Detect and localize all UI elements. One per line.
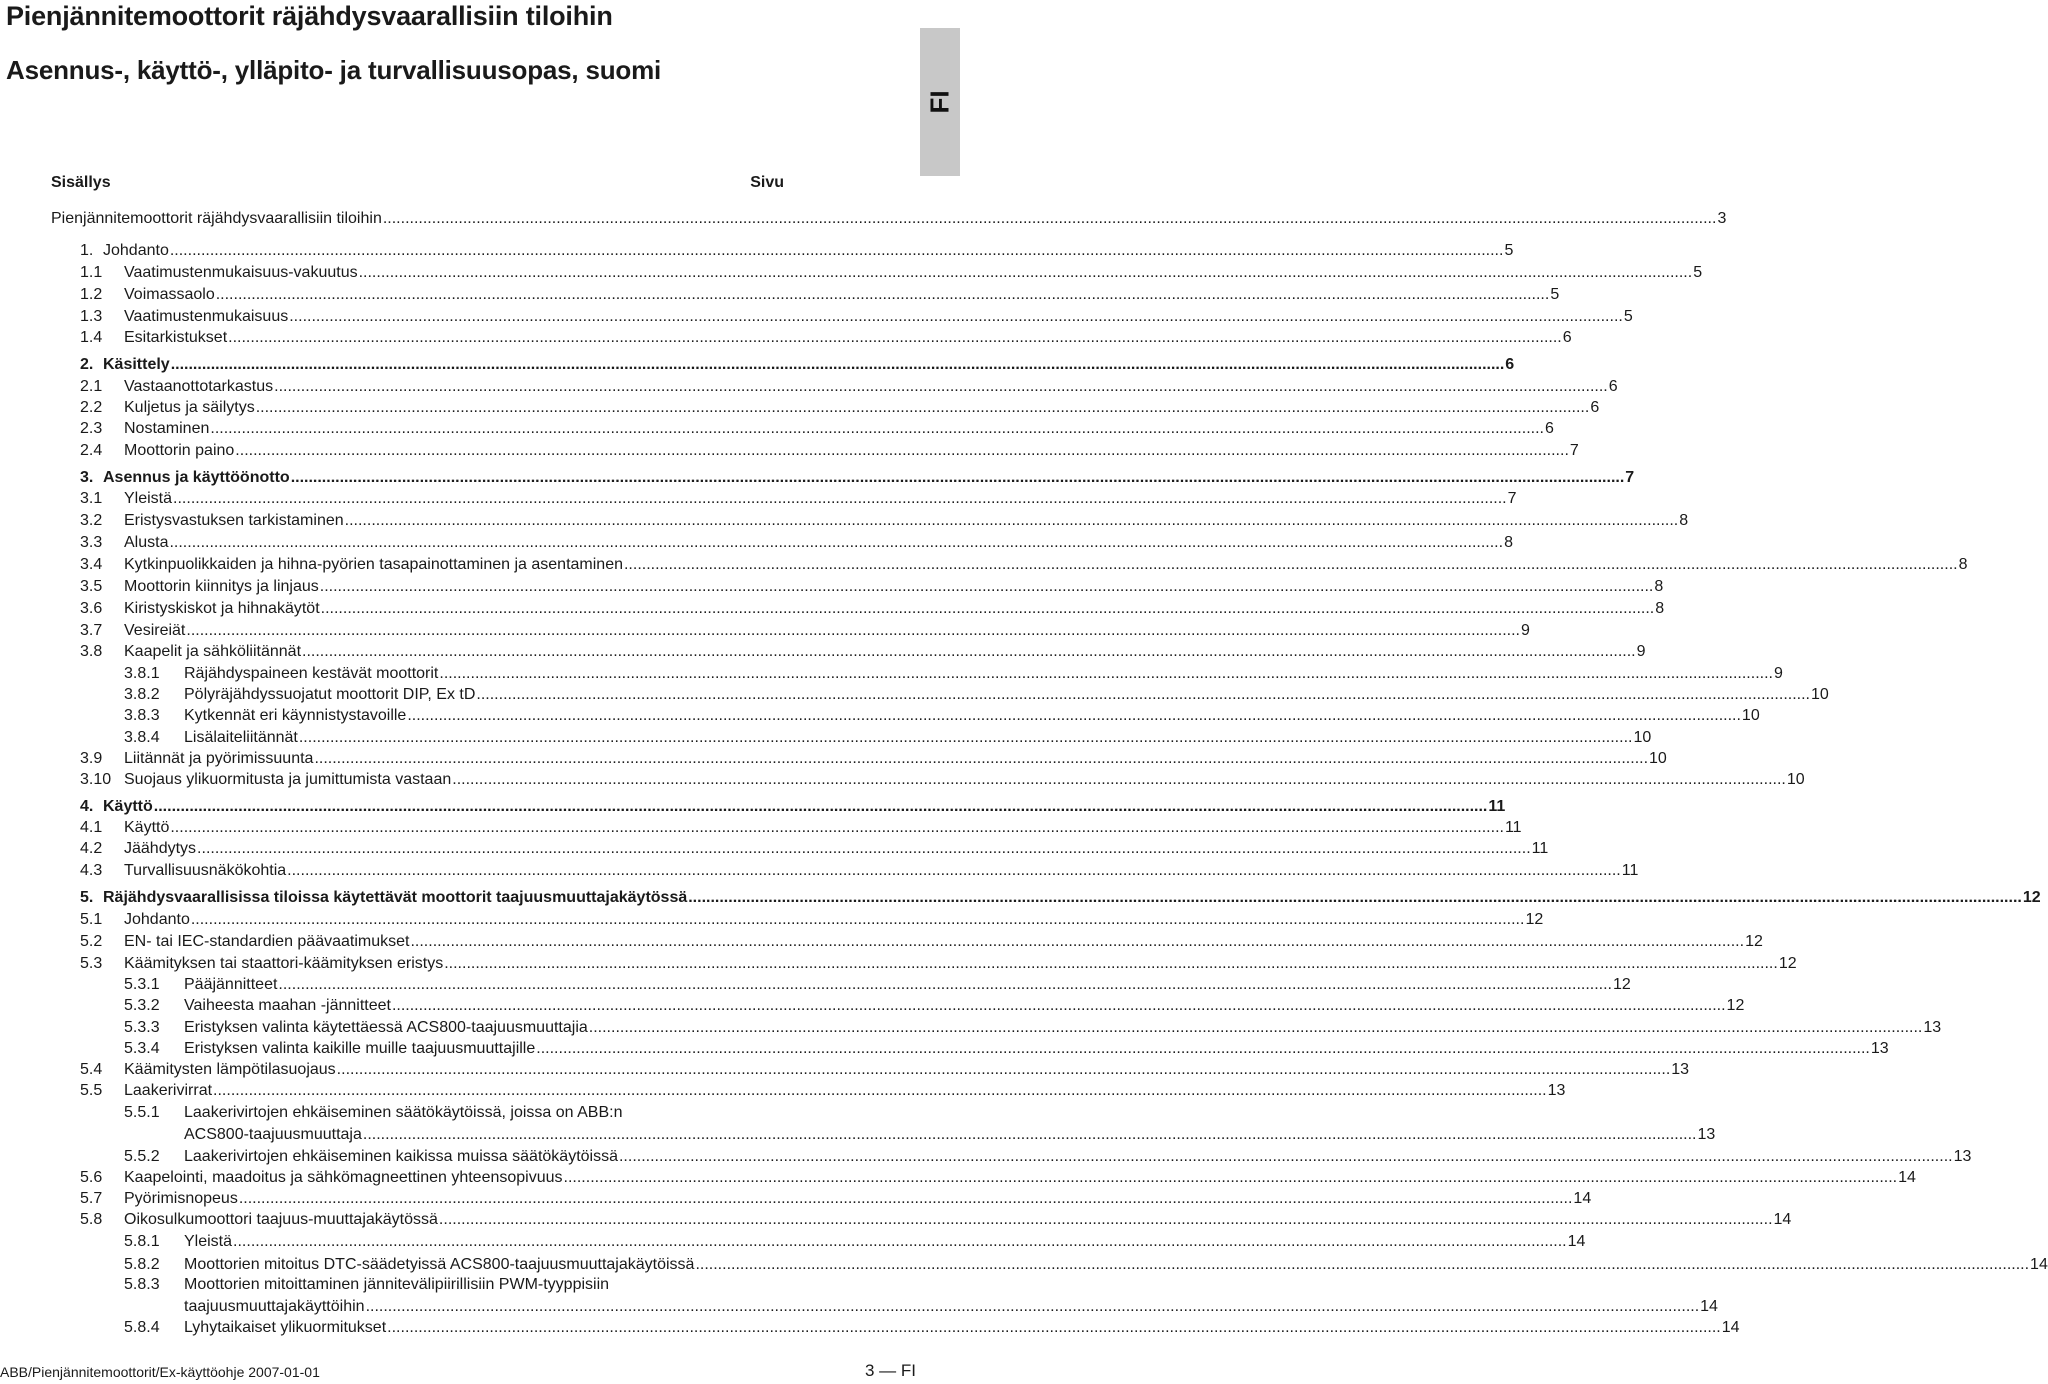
toc-entry-page: 13 [1697,1126,1716,1143]
toc-entry-title: Pyörimisnopeus [124,1190,238,1207]
toc-entry-page: 11 [1488,798,1506,815]
toc-entry-page: 10 [1741,707,1760,724]
dot-leader: ............................................................................................................................................................................................................................................................................................................ [391,997,1726,1014]
toc-entry-number: 3.2 [80,512,103,529]
toc-entry-title: Johdanto [103,242,169,259]
toc-entry-number: 5.2 [80,933,103,950]
toc-entry-number: 1.1 [80,264,103,281]
toc-entry-number: 5.8.3 [124,1276,160,1293]
toc-entry[interactable] [51,1146,1972,1167]
toc-entry-page: 14 [1567,1233,1586,1250]
toc-entry-page: 12 [1745,933,1763,950]
dot-leader: ............................................................................................................................................................................................................................................................................................................ [235,442,1569,459]
dot-leader: ............................................................................................................................................................................................................................................................................................................ [476,686,1810,703]
toc-entry-page: 8 [1679,512,1689,529]
toc-entry-page: 6 [1608,378,1618,395]
toc-entry[interactable] [51,1254,2048,1275]
toc-entry-page: 13 [1923,1019,1942,1036]
toc-entry-page: 13 [1547,1082,1566,1099]
toc-entry-number: 5.4 [80,1061,103,1078]
toc-entry-number: 1.3 [80,308,103,325]
document-title: Pienjännitemoottorit räjähdysvaarallisiin tiloihin [6,1,613,31]
toc-entry-page: 13 [1953,1148,1972,1165]
toc-entry-page: 6 [1590,399,1600,416]
toc-entry[interactable] [51,532,1513,553]
toc-entry-title: Yleistä [124,490,173,507]
toc-entry-title: Vaatimustenmukaisuus [124,308,289,325]
toc-entry-number: 5.5.2 [124,1148,160,1165]
toc-entry-number: 4.3 [80,862,103,879]
toc-entry-title: Moottorin paino [124,442,235,459]
dot-leader: ............................................................................................................................................................................................................................................................................................................ [444,955,1778,972]
toc-entry-number: 5.3.2 [124,997,160,1014]
dot-leader: ............................................................................................................................................................................................................................................................................................................ [290,469,1625,486]
toc-entry-page: 12 [1525,911,1544,928]
toc-entry-number: 1. [80,242,94,259]
toc-entry-title: Eristyksen valinta kaikille muille taajuusmuuttajille [184,1040,536,1057]
toc-entry-title: Pölyräjähdyssuojatut moottorit DIP, Ex tD [184,686,476,703]
toc-entry[interactable] [51,817,1522,838]
dot-leader: ............................................................................................................................................................................................................................................................................................................ [623,556,1958,573]
dot-leader: ............................................................................................................................................................................................................................................................................................................ [170,819,1504,836]
toc-entry-number: 5.5.1 [124,1104,160,1121]
toc-entry-title: Suojaus ylikuormitusta ja jumittumista vastaan [124,771,452,788]
toc-entry[interactable] [51,931,1763,952]
toc-entry-number: 3.6 [80,600,103,617]
toc-entry-number: 2.1 [80,378,103,395]
toc-entry[interactable] [51,748,1667,769]
toc-entry[interactable] [51,727,1652,748]
toc-entry-title: Käyttö [103,798,153,815]
toc-entry[interactable] [51,663,1783,684]
toc-entry-number: 3.5 [80,578,103,595]
toc-entry-number: 2.4 [80,442,103,459]
toc-entry[interactable] [51,953,1797,974]
toc-entry[interactable] [51,1231,1586,1252]
dot-leader: ............................................................................................................................................................................................................................................................................................................ [287,862,1621,879]
toc-entry-page: 13 [1671,1061,1690,1078]
toc-entry-number: 1.2 [80,286,103,303]
toc-entry-page: 12 [1613,976,1631,993]
dot-leader: ............................................................................................................................................................................................................................................................................................................ [274,378,1608,395]
toc-entry-page: 8 [1654,578,1664,595]
toc-entry-page: 14 [1573,1190,1592,1207]
dot-leader: ............................................................................................................................................................................................................................................................................................................ [228,329,1562,346]
toc-entry-number: 3.8.4 [124,729,160,746]
toc-entry[interactable] [51,705,1760,726]
toc-entry-title: Alusta [124,534,169,551]
dot-leader: ............................................................................................................................................................................................................................................................................................................ [438,1211,1773,1228]
toc-entry-page: 6 [1505,356,1515,373]
toc-entry-number: 2.2 [80,399,103,416]
toc-entry-page: 8 [1504,534,1513,551]
toc-entry-title: Vastaanottotarkastus [124,378,274,395]
toc-entry-title: Kaapelointi, maadoitus ja sähkömagneettinen yhteensopivuus [124,1169,563,1186]
toc-entry[interactable] [51,684,1829,705]
toc-entry-title: Johdanto [124,911,190,928]
toc-entry-title: Liitännät ja pyörimissuunta [124,750,314,767]
dot-leader: ............................................................................................................................................................................................................................................................................................................ [588,1019,1923,1036]
toc-entry-page: 7 [1569,442,1579,459]
toc-entry-page: 10 [1633,729,1652,746]
toc-entry[interactable] [51,887,2041,908]
dot-leader: ............................................................................................................................................................................................................................................................................................................ [314,750,1649,767]
document-subtitle: Asennus-, käyttö-, ylläpito- ja turvallisuusopas, suomi [6,55,662,85]
toc-entry[interactable] [51,1209,1792,1230]
toc-entry-title: Vaatimustenmukaisuus-vakuutus [124,264,358,281]
toc-entry-page: 5 [1504,242,1514,259]
toc-entry-page: 14 [1898,1169,1916,1186]
toc-entry[interactable] [51,1274,784,1295]
toc-entry[interactable] [51,860,1639,881]
language-tab-label: FI [924,90,955,114]
toc-entry-page: 9 [1773,665,1783,682]
dot-leader: ............................................................................................................................................................................................................................................................................................................ [452,771,1786,788]
toc-entry[interactable] [51,1059,1690,1080]
toc-entry-page: 9 [1636,643,1646,660]
toc-entry-page: 8 [1958,556,1968,573]
toc-entry[interactable] [51,1102,784,1123]
toc-entry[interactable] [51,376,1618,397]
dot-leader: ............................................................................................................................................................................................................................................................................................................ [186,622,1520,639]
toc-entry-page: 12 [2022,889,2041,906]
toc-entry[interactable] [51,327,1572,348]
dot-leader: ............................................................................................................................................................................................................................................................................................................ [173,490,1507,507]
toc-heading: Sisällys [51,174,111,191]
toc-entry[interactable] [51,1167,1916,1188]
dot-leader: ............................................................................................................................................................................................................................................................................................................ [387,1319,1721,1336]
toc-entry-title: Yleistä [184,1233,233,1250]
toc-entry[interactable] [51,306,1633,327]
toc-entry-page: 13 [1870,1040,1889,1057]
dot-leader: ............................................................................................................................................................................................................................................................................................................ [197,840,1531,857]
toc-entry-page: 14 [1700,1298,1718,1315]
dot-leader: ............................................................................................................................................................................................................................................................................................................ [362,1126,1697,1143]
toc-entry-title: Moottorin kiinnitys ja linjaus [124,578,319,595]
toc-entry-number: 3.8.3 [124,707,160,724]
toc-entry[interactable] [51,909,1544,930]
toc-entry-number: 5.7 [80,1190,103,1207]
dot-leader: ............................................................................................................................................................................................................................................................................................................ [289,308,1623,325]
toc-entry-page: 12 [1778,955,1797,972]
dot-leader: ............................................................................................................................................................................................................................................................................................................ [169,534,1504,551]
toc-entry-number: 3.10 [80,771,112,788]
toc-entry-title: Käämitysten lämpötilasuojaus [124,1061,336,1078]
toc-entry-page: 11 [1621,862,1639,879]
toc-entry[interactable] [51,641,1646,662]
dot-leader: ............................................................................................................................................................................................................................................................................................................ [255,399,1590,416]
dot-leader: ............................................................................................................................................................................................................................................................................................................ [382,210,1717,227]
dot-leader: ............................................................................................................................................................................................................................................................................................................ [170,356,1505,373]
toc-entry-number: 2. [80,356,94,373]
toc-entry-title-continued: taajuusmuuttajakäyttöihin [184,1298,365,1315]
dot-leader: ............................................................................................................................................................................................................................................................................................................ [336,1061,1671,1078]
dot-leader: ............................................................................................................................................................................................................................................................................................................ [407,707,1741,724]
toc-page-heading: Sivu [750,174,784,191]
toc-entry-number: 3.1 [80,490,103,507]
toc-entry-page: 5 [1550,286,1560,303]
toc-entry[interactable] [51,838,1549,859]
toc-entry-title: Kiristyskiskot ja hihnakäytöt [124,600,320,617]
dot-leader: ............................................................................................................................................................................................................................................................................................................ [688,889,2022,906]
toc-entry-number: 1.4 [80,329,103,346]
dot-leader: ............................................................................................................................................................................................................................................................................................................ [618,1148,1953,1165]
toc-entry-number: 4.2 [80,840,103,857]
toc-entry[interactable] [51,598,1665,619]
dot-leader: ............................................................................................................................................................................................................................................................................................................ [320,600,1655,617]
toc-entry-number: 3. [80,469,94,486]
toc-entry[interactable] [51,620,1530,641]
toc-entry[interactable] [51,467,1635,488]
toc-entry[interactable] [51,576,1664,597]
toc-entry-title: Laakerivirtojen ehkäiseminen kaikissa muissa säätökäytöissä [184,1148,618,1165]
toc-entry-title: Vesireiät [124,622,186,639]
toc-entry-title: Eristysvastuksen tarkistaminen [124,512,344,529]
dot-leader: ............................................................................................................................................................................................................................................................................................................ [410,933,1745,950]
toc-entry-page: 14 [2030,1256,2048,1273]
toc-entry-title: EN- tai IEC-standardien päävaatimukset [124,933,410,950]
toc-entry-continuation[interactable] [51,1124,1716,1145]
toc-entry[interactable] [51,1038,1889,1059]
dot-leader: ............................................................................................................................................................................................................................................................................................................ [213,1082,1547,1099]
toc-entry-title: Kuljetus ja säilytys [124,399,255,416]
toc-entry-title: Asennus ja käyttöönotto [103,469,290,486]
toc-entry[interactable] [51,1017,1942,1038]
toc-entry-title: Kytkennät eri käynnistystavoille [184,707,407,724]
toc-entry-title: Nostaminen [124,420,210,437]
toc-entry-title: Vaiheesta maahan -jännitteet [184,997,391,1014]
toc-entry-title: Kaapelit ja sähköliitännät [124,643,302,660]
toc-entry[interactable] [51,397,1600,418]
toc-entry-page: 10 [1649,750,1667,767]
toc-entry-number: 3.8.1 [124,665,160,682]
toc-entry-number: 5.3.4 [124,1040,160,1057]
toc-entry[interactable] [51,240,1514,261]
toc-entry-page: 9 [1520,622,1530,639]
toc-entry-title: Esitarkistukset [124,329,228,346]
footer-page-number: 3 — FI [864,1361,916,1380]
toc-entry[interactable] [51,796,1506,817]
toc-entry-title: Pienjännitemoottorit räjähdysvaarallisiin tiloihin [51,210,382,227]
toc-entry-title: Pääjännitteet [184,976,278,993]
toc-header [51,174,784,196]
toc-entry-title: Lyhytaikaiset ylikuormitukset [184,1319,387,1336]
toc-entry-title: Lisälaiteliitännät [184,729,298,746]
toc-entry[interactable] [51,995,1745,1016]
toc-entry[interactable] [51,974,1631,995]
dot-leader: ............................................................................................................................................................................................................................................................................................................ [365,1298,1700,1315]
dot-leader: ............................................................................................................................................................................................................................................................................................................ [215,286,1550,303]
toc-entry-page: 14 [1773,1211,1792,1228]
toc-entry[interactable] [51,262,1703,283]
toc-entry-continuation[interactable] [51,1296,1718,1317]
toc-entry-page: 11 [1504,819,1522,836]
toc-entry-title: Turvallisuusnäkökohtia [124,862,287,879]
toc-entry[interactable] [51,208,1727,229]
dot-leader: ............................................................................................................................................................................................................................................................................................................ [298,729,1633,746]
dot-leader: ............................................................................................................................................................................................................................................................................................................ [278,976,1612,993]
dot-leader: ............................................................................................................................................................................................................................................................................................................ [153,798,1488,815]
toc-entry-number: 5.8 [80,1211,103,1228]
toc-entry-number: 5.8.1 [124,1233,160,1250]
toc-entry-number: 3.8.2 [124,686,160,703]
dot-leader: ............................................................................................................................................................................................................................................................................................................ [344,512,1679,529]
toc-entry-page: 10 [1810,686,1829,703]
dot-leader: ............................................................................................................................................................................................................................................................................................................ [563,1169,1898,1186]
toc-entry-number: 5.5 [80,1082,103,1099]
toc-entry-title: Kytkinpuolikkaiden ja hihna-pyörien tasapainottaminen ja asentaminen [124,556,623,573]
dot-leader: ............................................................................................................................................................................................................................................................................................................ [169,242,1504,259]
toc-entry-title: Oikosulkumoottori taajuus-muuttajakäytössä [124,1211,438,1228]
toc-entry-number: 5.8.2 [124,1256,160,1273]
toc-entry-number: 3.4 [80,556,103,573]
toc-entry-page: 5 [1693,264,1703,281]
language-tab [920,28,960,176]
toc-entry-title: Käsittely [103,356,170,373]
footer-document-reference: ABB/Pienjännitemoottorit/Ex-käyttöohje 2007-01-01 [0,1364,320,1380]
toc-entry-number: 3.8 [80,643,103,660]
toc-entry[interactable] [51,488,1517,509]
toc-entry-number: 5.1 [80,911,103,928]
dot-leader: ............................................................................................................................................................................................................................................................................................................ [302,643,1636,660]
toc-entry-page: 14 [1721,1319,1740,1336]
toc-entry-page: 8 [1655,600,1665,617]
toc-entry-title: Moottorien mitoittaminen jännitevälipiirillisiin PWM-tyyppisiin [184,1276,610,1293]
toc-entry-number: 5.6 [80,1169,103,1186]
toc-entry-number: 3.9 [80,750,103,767]
toc-entry[interactable] [51,354,1515,375]
dot-leader: ............................................................................................................................................................................................................................................................................................................ [536,1040,1870,1057]
dot-leader: ............................................................................................................................................................................................................................................................................................................ [319,578,1654,595]
toc-entry-title: Moottorien mitoitus DTC-säädetyissä ACS800-taajuusmuuttajakäytöissä [184,1256,695,1273]
toc-entry-page: 12 [1726,997,1745,1014]
dot-leader: ............................................................................................................................................................................................................................................................................................................ [238,1190,1573,1207]
toc-entry-page: 7 [1625,469,1635,486]
toc-entry-number: 4. [80,798,94,815]
dot-leader: ............................................................................................................................................................................................................................................................................................................ [695,1256,2030,1273]
toc-entry-title: Käämityksen tai staattori-käämityksen eristys [124,955,444,972]
toc-entry-page: 7 [1507,490,1517,507]
toc-entry-number: 2.3 [80,420,103,437]
toc-entry[interactable] [51,284,1560,305]
toc-entry-number: 3.7 [80,622,103,639]
toc-entry[interactable] [51,554,1968,575]
toc-entry[interactable] [51,510,1689,531]
toc-entry[interactable] [51,418,1554,439]
toc-entry-page: 10 [1786,771,1805,788]
dot-leader: ............................................................................................................................................................................................................................................................................................................ [190,911,1525,928]
dot-leader: ............................................................................................................................................................................................................................................................................................................ [439,665,1773,682]
toc-entry[interactable] [51,1080,1566,1101]
toc-entry-number: 3.3 [80,534,103,551]
toc-entry-page: 3 [1717,210,1727,227]
toc-entry-title: Voimassaolo [124,286,215,303]
toc-entry[interactable] [51,1317,1740,1338]
toc-entry-page: 6 [1544,420,1554,437]
toc-entry-title: Laakerivirrat [124,1082,213,1099]
toc-entry-page: 11 [1531,840,1549,857]
toc-entry[interactable] [51,769,1805,790]
toc-entry-number: 4.1 [80,819,103,836]
toc-entry-number: 5.3.1 [124,976,160,993]
toc-entry-title-continued: ACS800-taajuusmuuttaja [184,1126,362,1143]
toc-entry-number: 5.3.3 [124,1019,160,1036]
toc-entry[interactable] [51,440,1579,461]
toc-entry[interactable] [51,1188,1592,1209]
toc-entry-title: Eristyksen valinta käytettäessä ACS800-taajuusmuuttajia [184,1019,588,1036]
dot-leader: ............................................................................................................................................................................................................................................................................................................ [210,420,1544,437]
toc-entry-title: Käyttö [124,819,170,836]
toc-entry-number: 5. [80,889,94,906]
toc-entry-title: Jäähdytys [124,840,197,857]
toc-entry-page: 6 [1562,329,1572,346]
toc-entry-page: 5 [1623,308,1633,325]
dot-leader: ............................................................................................................................................................................................................................................................................................................ [358,264,1693,281]
dot-leader: ............................................................................................................................................................................................................................................................................................................ [233,1233,1567,1250]
toc-entry-title: Räjähdyspaineen kestävät moottorit [184,665,439,682]
toc-entry-title: Räjähdysvaarallisissa tiloissa käytettävät moottorit taajuusmuuttajakäytössä [103,889,688,906]
toc-entry-number: 5.3 [80,955,103,972]
toc-entry-title: Laakerivirtojen ehkäiseminen säätökäytöissä, joissa on ABB:n [184,1104,623,1121]
toc-entry-number: 5.8.4 [124,1319,160,1336]
